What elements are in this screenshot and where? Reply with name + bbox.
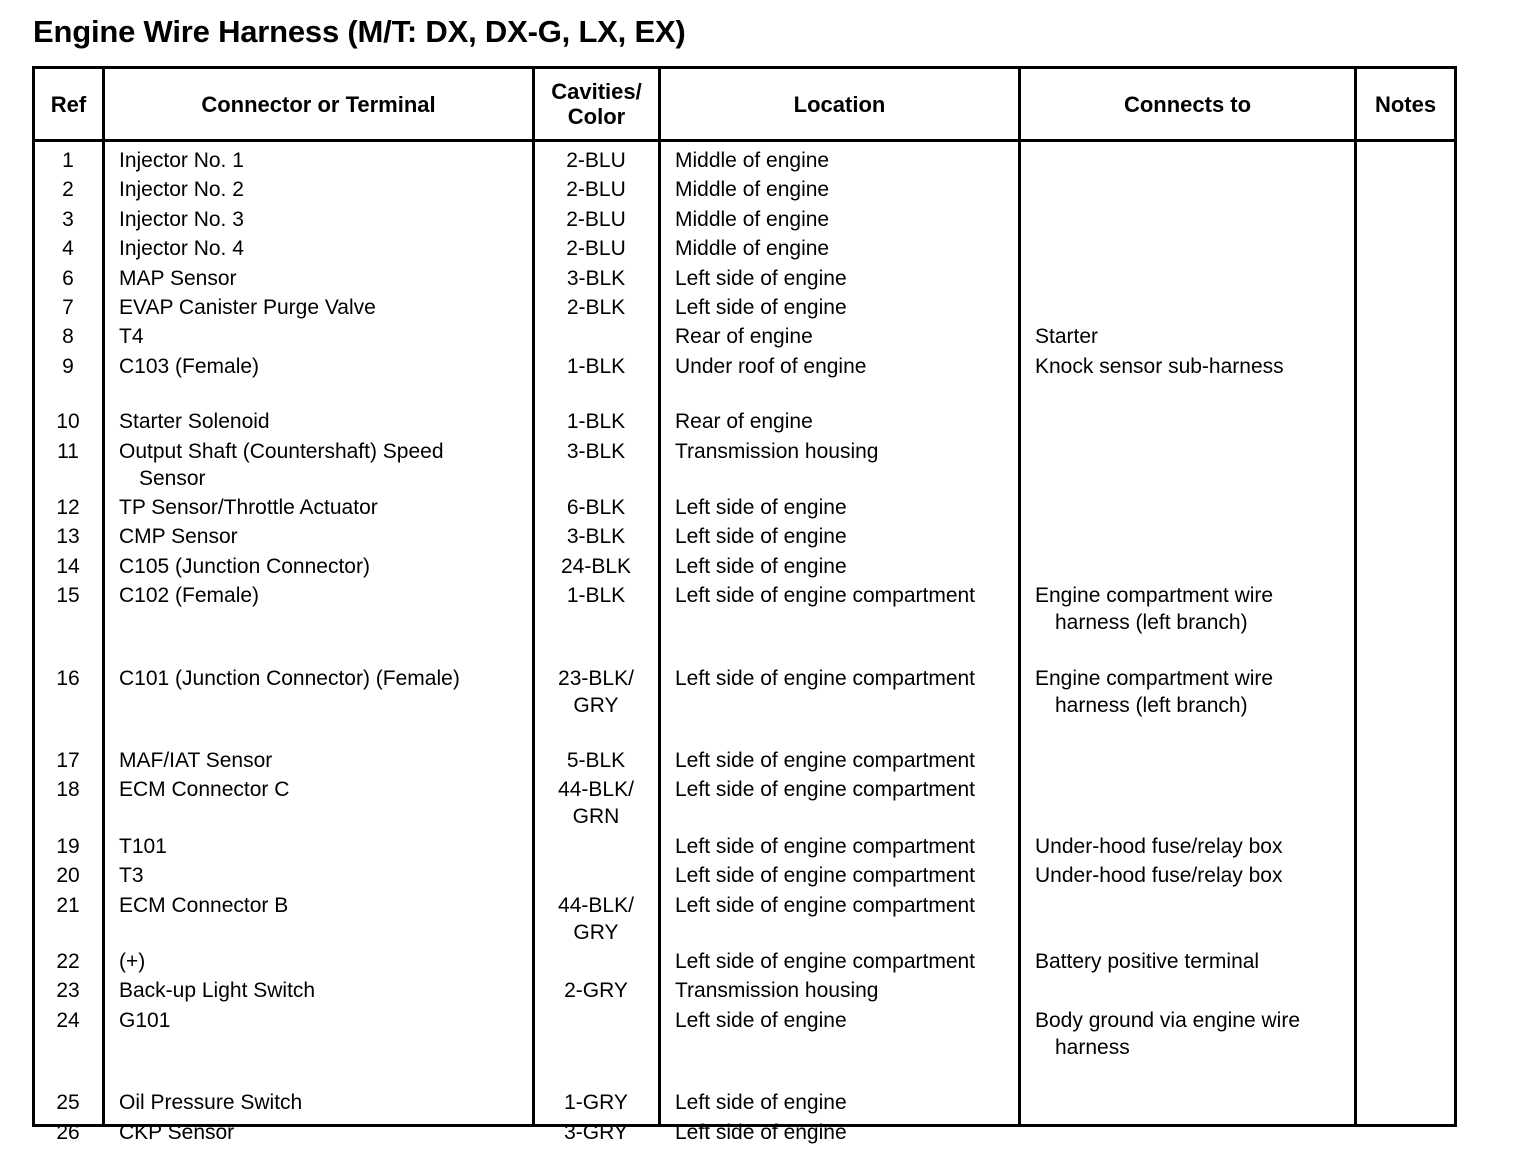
row-connector: CMP Sensor: [119, 525, 238, 549]
row-connects-to: Engine compartment wire: [1035, 584, 1274, 608]
row-location: Transmission housing: [675, 439, 879, 463]
row-cavities: 44-BLK/: [558, 893, 634, 917]
row-connector: Injector No. 2: [119, 178, 244, 202]
row-location: Left side of engine compartment: [675, 834, 976, 858]
header-cavities-line2: Color: [567, 104, 626, 129]
row-location: Left side of engine compartment: [675, 864, 976, 888]
row-connector: EVAP Canister Purge Valve: [119, 296, 376, 319]
header-ref: Ref: [50, 91, 87, 117]
row-connector: T101: [119, 834, 167, 858]
row-ref: 13: [56, 525, 80, 549]
row-connector: C105 (Junction Connector): [119, 554, 370, 578]
row-cavities: 1-GRY: [564, 1091, 628, 1115]
row-location: Left side of engine: [675, 496, 847, 519]
row-connects-to: harness: [1055, 1035, 1130, 1059]
row-connector: G101: [119, 1008, 171, 1032]
row-connector: Output Shaft (Countershaft) Speed: [119, 439, 444, 463]
header-connects-to: Connects to: [1123, 91, 1252, 117]
row-ref: 20: [56, 864, 80, 888]
header-connector: Connector or Terminal: [201, 91, 436, 117]
row-location: Left side of engine compartment: [675, 893, 976, 917]
row-ref: 1: [62, 149, 74, 172]
row-location: Rear of engine: [675, 325, 813, 349]
row-connects-to: Engine compartment wire: [1035, 666, 1274, 690]
row-connector: C103 (Female): [119, 354, 260, 378]
row-ref: 21: [56, 893, 80, 917]
row-location: Middle of engine: [675, 149, 830, 172]
row-cavities: 1-BLK: [566, 354, 626, 378]
row-cavities: 23-BLK/: [558, 666, 634, 690]
row-location: Left side of engine: [675, 296, 847, 319]
row-location: Left side of engine compartment: [675, 950, 976, 973]
row-cavities: 24-BLK: [560, 554, 632, 578]
row-location: Left side of engine: [675, 554, 847, 578]
row-ref: 15: [56, 584, 80, 608]
row-ref: 7: [62, 296, 74, 319]
row-ref: 19: [56, 834, 80, 858]
row-cavities: GRN: [572, 805, 620, 829]
row-ref: 12: [56, 496, 80, 519]
row-connector: Oil Pressure Switch: [119, 1091, 303, 1115]
row-ref: 14: [56, 554, 80, 578]
row-connector: MAF/IAT Sensor: [119, 749, 273, 772]
row-connects-to: harness (left branch): [1055, 693, 1248, 717]
row-cavities: 2-BLU: [566, 207, 626, 231]
row-cavities: GRY: [573, 920, 619, 944]
row-cavities: 3-BLK: [566, 266, 626, 290]
row-ref: 16: [56, 666, 80, 690]
row-cavities: 1-BLK: [566, 410, 626, 434]
row-cavities: 3-GRY: [564, 1120, 628, 1144]
row-ref: 17: [56, 749, 80, 772]
header-notes: Notes: [1374, 91, 1437, 117]
row-location: Left side of engine: [675, 266, 847, 290]
row-connector: TP Sensor/Throttle Actuator: [119, 496, 378, 519]
row-location: Under roof of engine: [675, 354, 867, 378]
row-ref: 18: [56, 778, 80, 802]
row-ref: 25: [56, 1091, 80, 1115]
row-ref: 3: [62, 207, 74, 231]
row-ref: 8: [62, 325, 74, 349]
row-ref: 24: [56, 1008, 80, 1032]
column-divider: [1018, 69, 1021, 1124]
harness-table: [32, 66, 1457, 1144]
row-cavities: 3-BLK: [566, 525, 626, 549]
row-location: Transmission housing: [675, 979, 879, 1003]
row-connector: ECM Connector B: [119, 893, 289, 917]
header-location: Location: [793, 91, 886, 117]
row-location: Middle of engine: [675, 207, 830, 231]
row-connects-to: harness (left branch): [1055, 611, 1248, 635]
column-divider: [102, 69, 105, 1124]
row-cavities: 2-BLU: [566, 149, 626, 172]
row-ref: 2: [62, 178, 74, 202]
row-connector: Injector No. 4: [119, 237, 244, 261]
row-ref: 10: [56, 410, 80, 434]
column-divider: [1354, 69, 1357, 1124]
row-cavities: 2-BLK: [566, 296, 626, 319]
row-cavities: 2-BLU: [566, 178, 626, 202]
row-connector: (+): [119, 950, 146, 973]
row-ref: 11: [57, 439, 79, 463]
row-connects-to: Under-hood fuse/relay box: [1035, 864, 1283, 888]
row-location: Middle of engine: [675, 237, 830, 261]
row-connector: T3: [119, 864, 144, 888]
row-location: Rear of engine: [675, 410, 813, 434]
row-connector: T4: [119, 325, 144, 349]
row-connector: Starter Solenoid: [119, 410, 270, 434]
row-connector: CKP Sensor: [119, 1120, 235, 1144]
row-location: Left side of engine: [675, 525, 847, 549]
row-connector: MAP Sensor: [119, 266, 237, 290]
row-connector: C101 (Junction Connector) (Female): [119, 666, 460, 690]
row-connector: ECM Connector C: [119, 778, 290, 802]
row-cavities: GRY: [573, 693, 619, 717]
row-connects-to: Under-hood fuse/relay box: [1035, 834, 1283, 858]
row-connects-to: Knock sensor sub-harness: [1035, 354, 1284, 378]
header-cavities-line1: Cavities/: [551, 79, 642, 104]
column-divider: [658, 69, 661, 1124]
row-connector: Injector No. 1: [119, 149, 244, 172]
header-cavities: [535, 69, 658, 139]
row-cavities: 3-BLK: [566, 439, 626, 463]
row-location: Middle of engine: [675, 178, 830, 202]
row-cavities: 1-BLK: [566, 584, 626, 608]
row-ref: 22: [56, 950, 80, 973]
row-connector: Sensor: [139, 466, 206, 490]
row-location: Left side of engine: [675, 1120, 847, 1144]
row-ref: 9: [62, 354, 74, 378]
row-cavities: 2-GRY: [564, 979, 628, 1003]
row-ref: 23: [56, 979, 80, 1003]
page-title: Engine Wire Harness (M/T: DX, DX-G, LX, EX): [33, 14, 686, 49]
row-location: Left side of engine compartment: [675, 584, 976, 608]
header-divider: [35, 139, 1454, 142]
row-location: Left side of engine: [675, 1091, 847, 1115]
row-connector: Back-up Light Switch: [119, 979, 316, 1003]
row-location: Left side of engine compartment: [675, 666, 976, 690]
row-ref: 4: [62, 237, 74, 261]
row-location: Left side of engine compartment: [675, 778, 976, 802]
row-connects-to: Battery positive terminal: [1035, 950, 1260, 973]
row-ref: 26: [56, 1120, 80, 1144]
row-cavities: 5-BLK: [566, 749, 626, 772]
row-connector: Injector No. 3: [119, 207, 244, 231]
row-location: Left side of engine: [675, 1008, 847, 1032]
row-cavities: 2-BLU: [566, 237, 626, 261]
row-connects-to: Starter: [1035, 325, 1099, 349]
row-cavities: 6-BLK: [566, 496, 626, 519]
row-location: Left side of engine compartment: [675, 749, 976, 772]
row-cavities: 44-BLK/: [558, 778, 634, 802]
row-connector: C102 (Female): [119, 584, 260, 608]
row-connects-to: Body ground via engine wire: [1035, 1008, 1301, 1032]
row-ref: 6: [62, 266, 74, 290]
